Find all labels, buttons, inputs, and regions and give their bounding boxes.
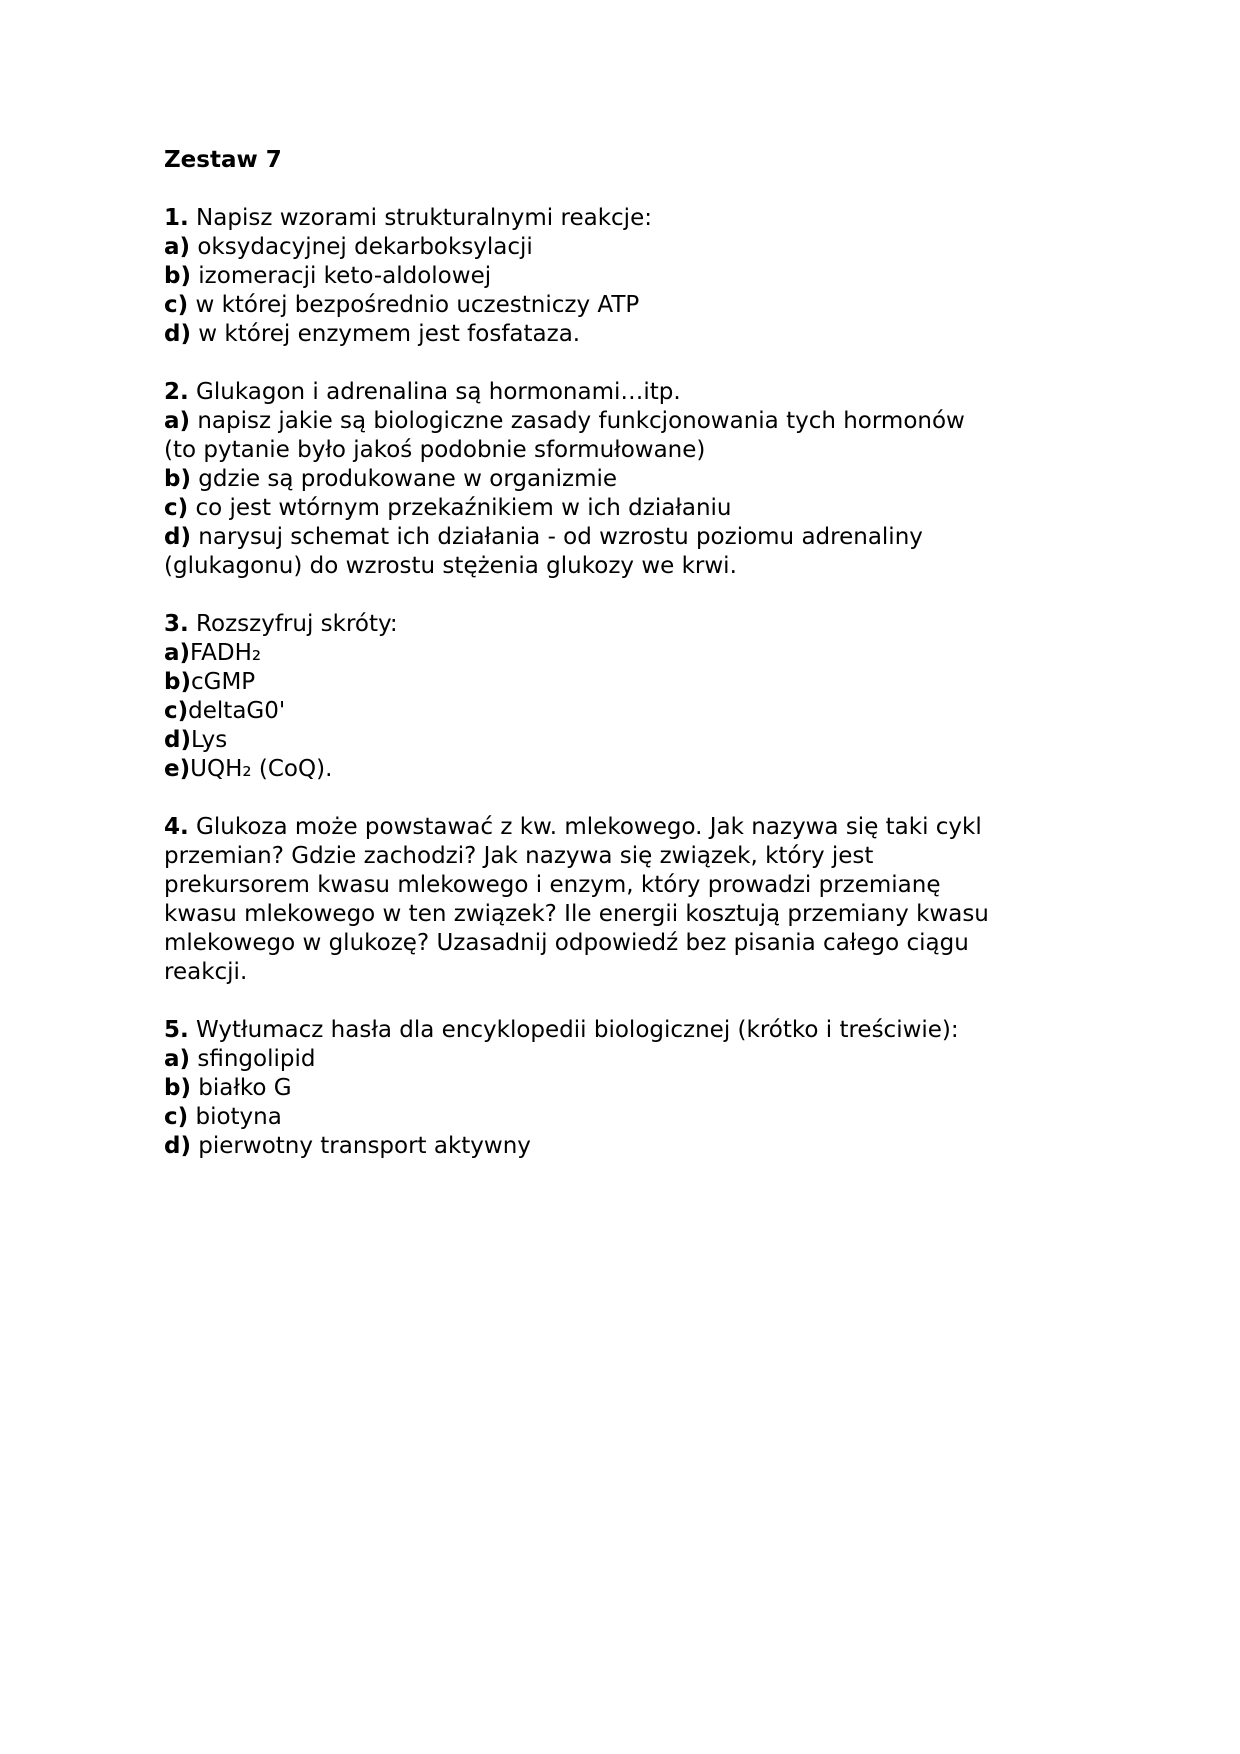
item-label: c) xyxy=(164,698,189,724)
list-item xyxy=(164,726,1084,755)
item-text: FADH₂ xyxy=(190,640,262,666)
list-item xyxy=(164,1132,1084,1161)
list-item xyxy=(164,697,1084,726)
item-text: cGMP xyxy=(190,669,256,695)
list-item xyxy=(164,262,1084,291)
item-text: sfingolipid xyxy=(190,1046,316,1072)
list-item xyxy=(164,465,1084,494)
item-label: a) xyxy=(164,408,191,434)
item-label: d) xyxy=(164,1133,191,1159)
question-number: 3. xyxy=(164,611,189,637)
question-number: 1. xyxy=(164,205,189,231)
question-4 xyxy=(164,813,1084,987)
question-intro xyxy=(164,204,1084,233)
list-item xyxy=(164,1045,1084,1074)
question-number: 2. xyxy=(164,379,189,405)
list-item xyxy=(164,1103,1084,1132)
question-intro xyxy=(164,610,1084,639)
question-5 xyxy=(164,1016,1084,1161)
question-intro xyxy=(164,1016,1084,1045)
item-text: deltaG0' xyxy=(188,698,286,724)
item-text: gdzie są produkowane w organizmie xyxy=(190,466,618,492)
item-label: d) xyxy=(164,524,191,550)
item-label: b) xyxy=(164,466,191,492)
item-label: b) xyxy=(164,1075,191,1101)
item-text: w której enzymem jest fosfataza. xyxy=(190,321,581,347)
question-text: Glukoza może powstawać z kw. mlekowego. Jak nazywa się taki cykl xyxy=(188,814,982,840)
item-label: d) xyxy=(164,321,191,347)
item-label: c) xyxy=(164,495,189,521)
list-item xyxy=(164,494,1084,523)
list-item xyxy=(164,755,1084,784)
list-item-continuation: (glukagonu) do wzrostu stężenia glukozy we krwi. xyxy=(164,553,737,579)
list-item xyxy=(164,523,1084,552)
list-item xyxy=(164,668,1084,697)
item-label: d) xyxy=(164,727,191,753)
question-number: 5. xyxy=(164,1017,189,1043)
item-label: a) xyxy=(164,1046,191,1072)
item-text: pierwotny transport aktywny xyxy=(190,1133,531,1159)
item-text: białko G xyxy=(190,1075,292,1101)
question-text: Rozszyfruj skróty: xyxy=(188,611,398,637)
question-intro xyxy=(164,378,1084,407)
item-text: co jest wtórnym przekaźnikiem w ich działaniu xyxy=(188,495,732,521)
item-text: Lys xyxy=(190,727,228,753)
item-text: biotyna xyxy=(188,1104,282,1130)
item-label: b) xyxy=(164,263,191,289)
item-label: c) xyxy=(164,1104,189,1130)
item-label: b) xyxy=(164,669,191,695)
item-label: c) xyxy=(164,292,189,318)
question-text: Wytłumacz hasła dla encyklopedii biologicznej (krótko i treściwie): xyxy=(188,1017,959,1043)
document-page xyxy=(164,146,1084,1190)
question-1 xyxy=(164,204,1084,349)
item-text: izomeracji keto-aldolowej xyxy=(190,263,492,289)
list-item xyxy=(164,1074,1084,1103)
question-text: Glukagon i adrenalina są hormonami…itp. xyxy=(188,379,681,405)
list-item xyxy=(164,233,1084,262)
question-3 xyxy=(164,610,1084,784)
question-line: przemian? Gdzie zachodzi? Jak nazywa się związek, który jest xyxy=(164,843,874,869)
item-text: napisz jakie są biologiczne zasady funkcjonowania tych hormonów xyxy=(190,408,965,434)
question-2 xyxy=(164,378,1084,581)
question-text: Napisz wzorami strukturalnymi reakcje: xyxy=(188,205,652,231)
question-line: mlekowego w glukozę? Uzasadnij odpowiedź bez pisania całego ciągu xyxy=(164,930,969,956)
list-item-continuation: (to pytanie było jakoś podobnie sformułowane) xyxy=(164,437,706,463)
list-item xyxy=(164,320,1084,349)
question-line xyxy=(164,813,1084,842)
item-text: w której bezpośrednio uczestniczy ATP xyxy=(188,292,640,318)
question-number: 4. xyxy=(164,814,189,840)
list-item xyxy=(164,639,1084,668)
question-line: prekursorem kwasu mlekowego i enzym, który prowadzi przemianę xyxy=(164,872,941,898)
list-item xyxy=(164,407,1084,436)
item-text: oksydacyjnej dekarboksylacji xyxy=(190,234,533,260)
question-line: reakcji. xyxy=(164,959,248,985)
question-line: kwasu mlekowego w ten związek? Ile energii kosztują przemiany kwasu xyxy=(164,901,989,927)
item-text: narysuj schemat ich działania - od wzrostu poziomu adrenaliny xyxy=(190,524,923,550)
item-label: e) xyxy=(164,756,191,782)
item-label: a) xyxy=(164,640,191,666)
item-text: UQH₂ (CoQ). xyxy=(190,756,333,782)
list-item xyxy=(164,291,1084,320)
item-label: a) xyxy=(164,234,191,260)
document-title: Zestaw 7 xyxy=(164,147,282,173)
